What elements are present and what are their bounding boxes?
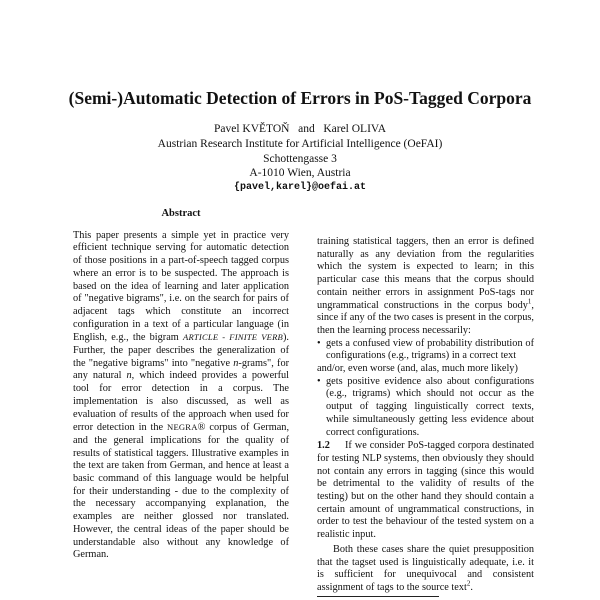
list-item-text: gets positive evidence also about configurations (e.g., trigrams) which should not occur as the output of tagging linguistically correct texts, while simultaneously getting less evidence about correct configurations.: [326, 375, 534, 438]
street-address: Schottengasse 3: [263, 152, 337, 165]
abstract-bigram: ARTICLE - FINITE VERB: [183, 332, 283, 343]
right-column: [317, 236, 534, 595]
abstract-text-4: , which indeed provides a powerful tool for error detection in a corpus. The implementation is also discussed, as well as evaluation of results of the approach when used for error detection in the: [73, 370, 290, 434]
left-column: [73, 208, 289, 562]
footnote-ref-2: 2: [466, 579, 471, 588]
training-paragraph: [317, 236, 534, 338]
paper-title: (Semi-)Automatic Detection of Errors in PoS-Tagged Corpora: [68, 88, 532, 108]
footnote-ref-1: 1: [527, 297, 532, 306]
abstract-negra: NEGRA: [167, 422, 198, 433]
footnote-divider: [317, 596, 439, 597]
presupposition-text: Both these cases share the quiet presupposition that the tagset used is linguistically adequate, i.e. it is sufficient for unequivocal and consistent assignment of tags to the source text: [317, 543, 534, 593]
abstract-paragraph: [73, 230, 289, 562]
list-item: [317, 376, 534, 440]
abstract-text-2: ). Further, the paper describes the generalization of the "negative bigrams" into "negative: [73, 332, 290, 369]
training-text-2: , since if any of the two cases is present in the corpus, then the learning process necessarily:: [317, 299, 534, 336]
section-number: 1.2: [317, 440, 330, 452]
author-line: [0, 122, 600, 137]
presupposition-end: .: [470, 581, 473, 593]
andor-line: and/or, even worse (and, alas, much more likely): [317, 363, 518, 375]
abstract-text-5: ® corpus of German, and the general implications for the quality of results of statistical taggers. Illustrative examples in the text are taken from German, and hence at least a basic command of this language would be helpful for their understanding - due to the complexity of the necessary accompanying explanation, the examples are neither glossed nor translated. However, the central ideas of the paper should be understandable also without any knowledge of German.: [73, 422, 290, 561]
author-2: Karel OLIVA: [323, 123, 387, 135]
bullet-glyph: •: [317, 375, 321, 387]
city-address: A-1010 Wien, Austria: [249, 167, 351, 180]
section-paragraph: [317, 440, 534, 542]
abstract-ngram-n: n: [233, 357, 239, 369]
abstract-text-1: This paper presents a simple yet in practice very efficient technique serving for automatic detection of those positions in a part-of-speech tagged corpus where an error is to be suspected. The approach is based on the idea of learning and later application of "negative bigrams", i.e. on the search for pairs of adjacent tags which constitute an incorrect configuration in a text of a particular language (in English, e.g., the bigram: [73, 229, 289, 344]
training-text-1: training statistical taggers, then an error is defined naturally as any deviation from the regularities which the system is expected to learn; in this particular case this means that the corpus should contain neither errors in assignment PoS-tags nor ungrammatical constructions in the corpus body: [317, 236, 534, 311]
bullet-list: [317, 376, 534, 440]
section-text: If we consider PoS-tagged corpora destinated for testing NLP systems, then obviously they should not contain any errors in tagging (since this would be detrimental to the validity of results of the testing) but on the other hand they should contain a certain amount of ungrammatical constructions, in order to test the behaviour of the tested system on a realistic input.: [317, 440, 534, 541]
bullet-glyph: •: [317, 337, 321, 349]
email-address: {pavel,karel}@oefai.at: [233, 182, 367, 194]
abstract-text-3: -grams", for any natural: [73, 357, 290, 382]
abstract-heading: Abstract: [161, 208, 201, 219]
list-item: [317, 338, 534, 363]
affiliation: Austrian Research Institute for Artificial Intelligence (OeFAI): [157, 137, 443, 150]
list-item-text: gets a confused view of probability distribution of configurations (e.g., trigrams) in a correct text: [326, 337, 534, 362]
bullet-list: [317, 338, 534, 363]
author-conjunction: and: [298, 123, 315, 135]
abstract-natural-n: n: [126, 370, 132, 382]
presupposition-paragraph: [317, 544, 534, 595]
author-1: Pavel KVĚTOŇ: [213, 123, 290, 135]
author-block: [0, 122, 600, 196]
